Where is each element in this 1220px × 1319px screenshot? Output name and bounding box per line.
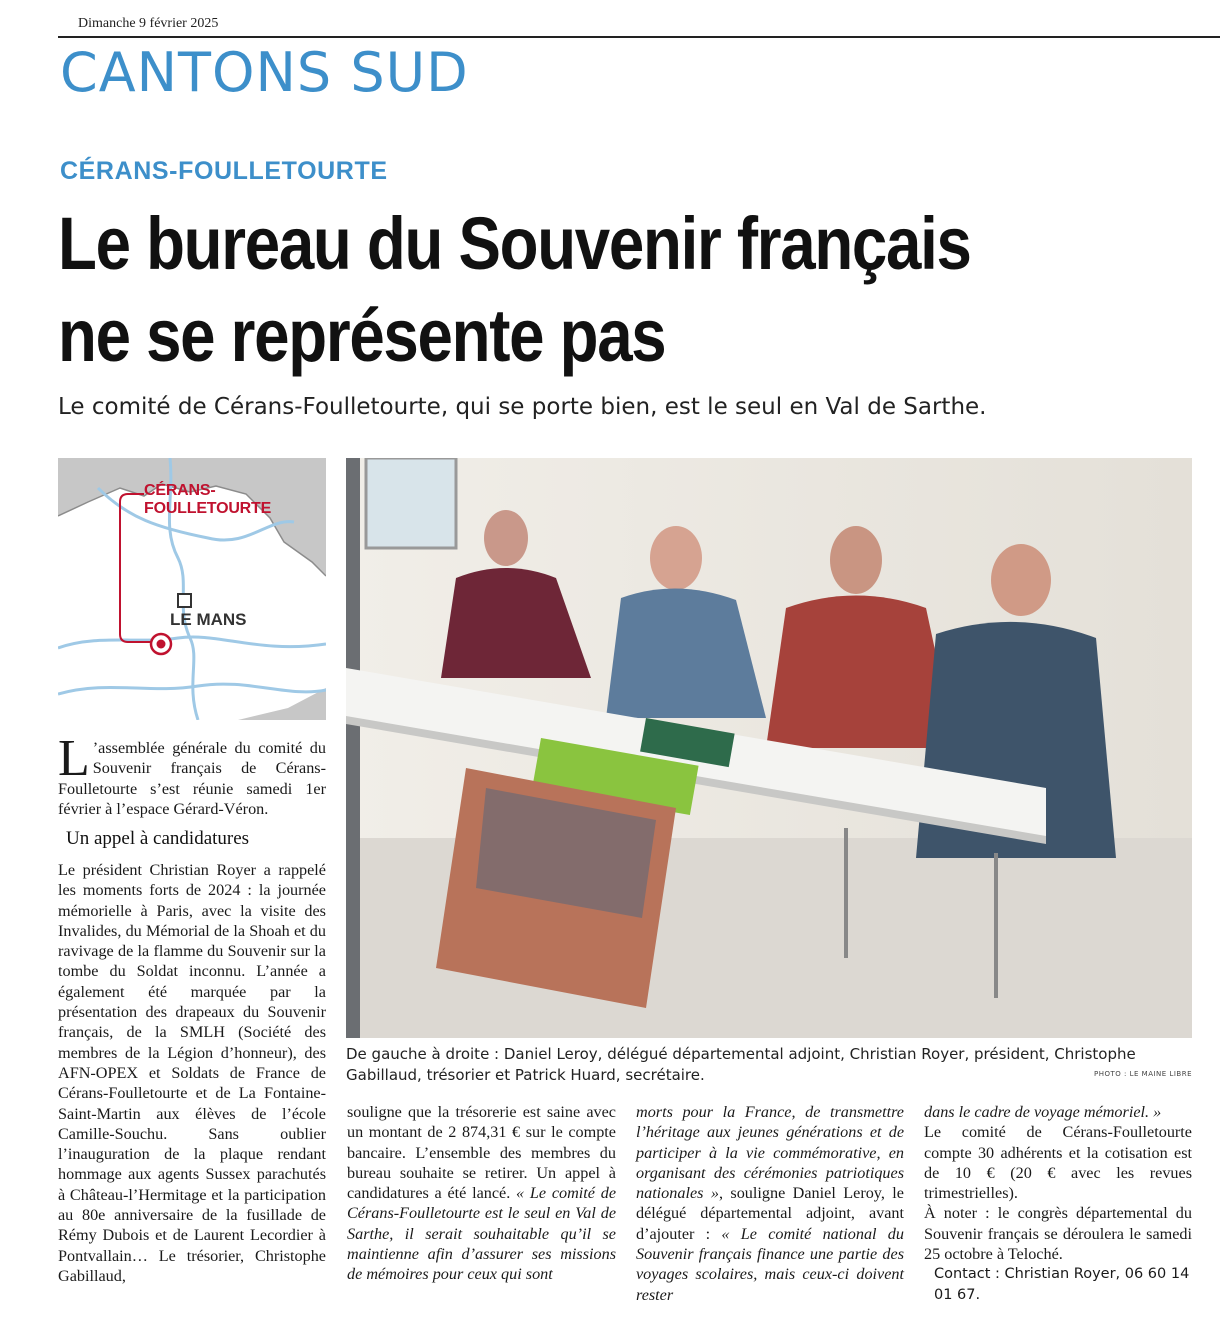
col2-text: souligne que la trésorerie est saine avec un montant de 2 874,31 € sur le compte bancaire. L’ensemble des membres du bureau souhaite se retirer. Un appel à candidatures a été lancé. bbox=[347, 1103, 616, 1203]
location-map bbox=[58, 458, 326, 720]
lead-text: ’assemblée générale du comité du Souvenir français de Cérans-Foulletourte s’est réunie samedi 1er février à l’espace Gérard-Véron. bbox=[58, 739, 326, 818]
col3-text: , souligne Daniel Leroy, le délégué départemental adjoint, avant d’ajouter : bbox=[636, 1184, 904, 1243]
photo-caption: De gauche à droite : Daniel Leroy, délégué départemental adjoint, Christian Royer, président, Christophe Gabillaud, trésorier et Patrick Huard, secrétaire. bbox=[346, 1045, 1136, 1084]
map-town-label-line1: CÉRANS- bbox=[144, 482, 216, 499]
photo-credit: PHOTO : LE MAINE LIBRE bbox=[1094, 1070, 1192, 1078]
le-mans-marker bbox=[178, 594, 191, 607]
article-subhead: Un appel à candidatures bbox=[66, 828, 250, 849]
col3-quote-1: morts pour la France, de transmettre l’héritage aux jeunes générations et de participer à la vie commémorative, en organisant des cérémonies patriotiques nationales » bbox=[636, 1103, 904, 1203]
photo-doorframe bbox=[346, 458, 360, 1038]
section-title: CANTONS SUD bbox=[60, 41, 469, 104]
headline-line-2: ne se représente pas bbox=[58, 294, 666, 377]
person-3-head bbox=[830, 526, 882, 594]
person-1-head bbox=[484, 510, 528, 566]
article-kicker: CÉRANS-FOULLETOURTE bbox=[60, 157, 388, 185]
article-column-2 bbox=[347, 1102, 616, 1285]
col2-quote: « Le comité de Cérans-Foulletourte est le seul en Val de Sarthe, il serait souhaitable qu’il se maintienne afin d’assurer ses missions de mémoires pour ceux qui sont bbox=[347, 1184, 616, 1284]
article-lead bbox=[58, 730, 326, 819]
person-4-head bbox=[991, 544, 1051, 616]
col3-quote-2: « Le comité national du Souvenir français finance une partie des voyages scolaires, mais ceux-ci doivent rester bbox=[636, 1224, 904, 1304]
article-headline bbox=[58, 198, 1030, 382]
town-marker-dot bbox=[157, 640, 166, 649]
map-town-label-line2: FOULLETOURTE bbox=[144, 500, 272, 517]
col4-quote: dans le cadre de voyage mémoriel. » bbox=[924, 1103, 1162, 1121]
issue-date: Dimanche 9 février 2025 bbox=[78, 16, 219, 31]
photo-illustration bbox=[346, 458, 1192, 1038]
article-column-4 bbox=[924, 1102, 1192, 1305]
person-2-head bbox=[650, 526, 702, 590]
contact-info: Contact : Christian Royer, 06 60 14 01 67. bbox=[934, 1266, 1190, 1303]
col4-text-2: À noter : le congrès départemental du Souvenir français se déroulera le samedi 25 octobre à Teloché. bbox=[924, 1204, 1192, 1264]
article-column-3 bbox=[636, 1102, 904, 1305]
article-column-1: Le président Christian Royer a rappelé les moments forts de 2024 : la journée mémorielle à Paris, avec la visite des Invalides, du Mémorial de la Shoah et du ravivage de la flamme du Souvenir sur la tombe du Soldat inconnu. L’année a également été marquée par la présentation des drapeaux du Souvenir français, de la SMLH (Société des membres de la Légion d’honneur), des AFN-OPEX et Soldats de France de Cérans-Foulletourte et de La Fontaine-Saint-Martin aux élèves de l’école Camille-Souchu. Sans oublier l’inauguration de la plaque rendant hommage aux agents Sussex parachutés à Château-l’Hermitage et la participation au 80e anniversaire de la fusillade de Rémy Dubois et de Laurent Lecordier à Pontvallain… Le trésorier, Christophe Gabillaud, bbox=[58, 861, 326, 1285]
article-standfirst: Le comité de Cérans-Foulletourte, qui se porte bien, est le seul en Val de Sarthe. bbox=[58, 394, 987, 420]
headline-line-1: Le bureau du Souvenir français bbox=[58, 202, 971, 285]
drop-cap: L bbox=[58, 730, 90, 787]
map-town-label bbox=[144, 482, 271, 518]
photo-window bbox=[366, 458, 456, 548]
person-3-body bbox=[766, 596, 956, 749]
article-photo bbox=[346, 458, 1192, 1038]
map-city-label: LE MANS bbox=[170, 610, 247, 629]
col4-text-1: Le comité de Cérans-Foulletourte compte 30 adhérents et la cotisation est de 10 € (20 € avec les revues trimestrielles). bbox=[924, 1123, 1192, 1203]
